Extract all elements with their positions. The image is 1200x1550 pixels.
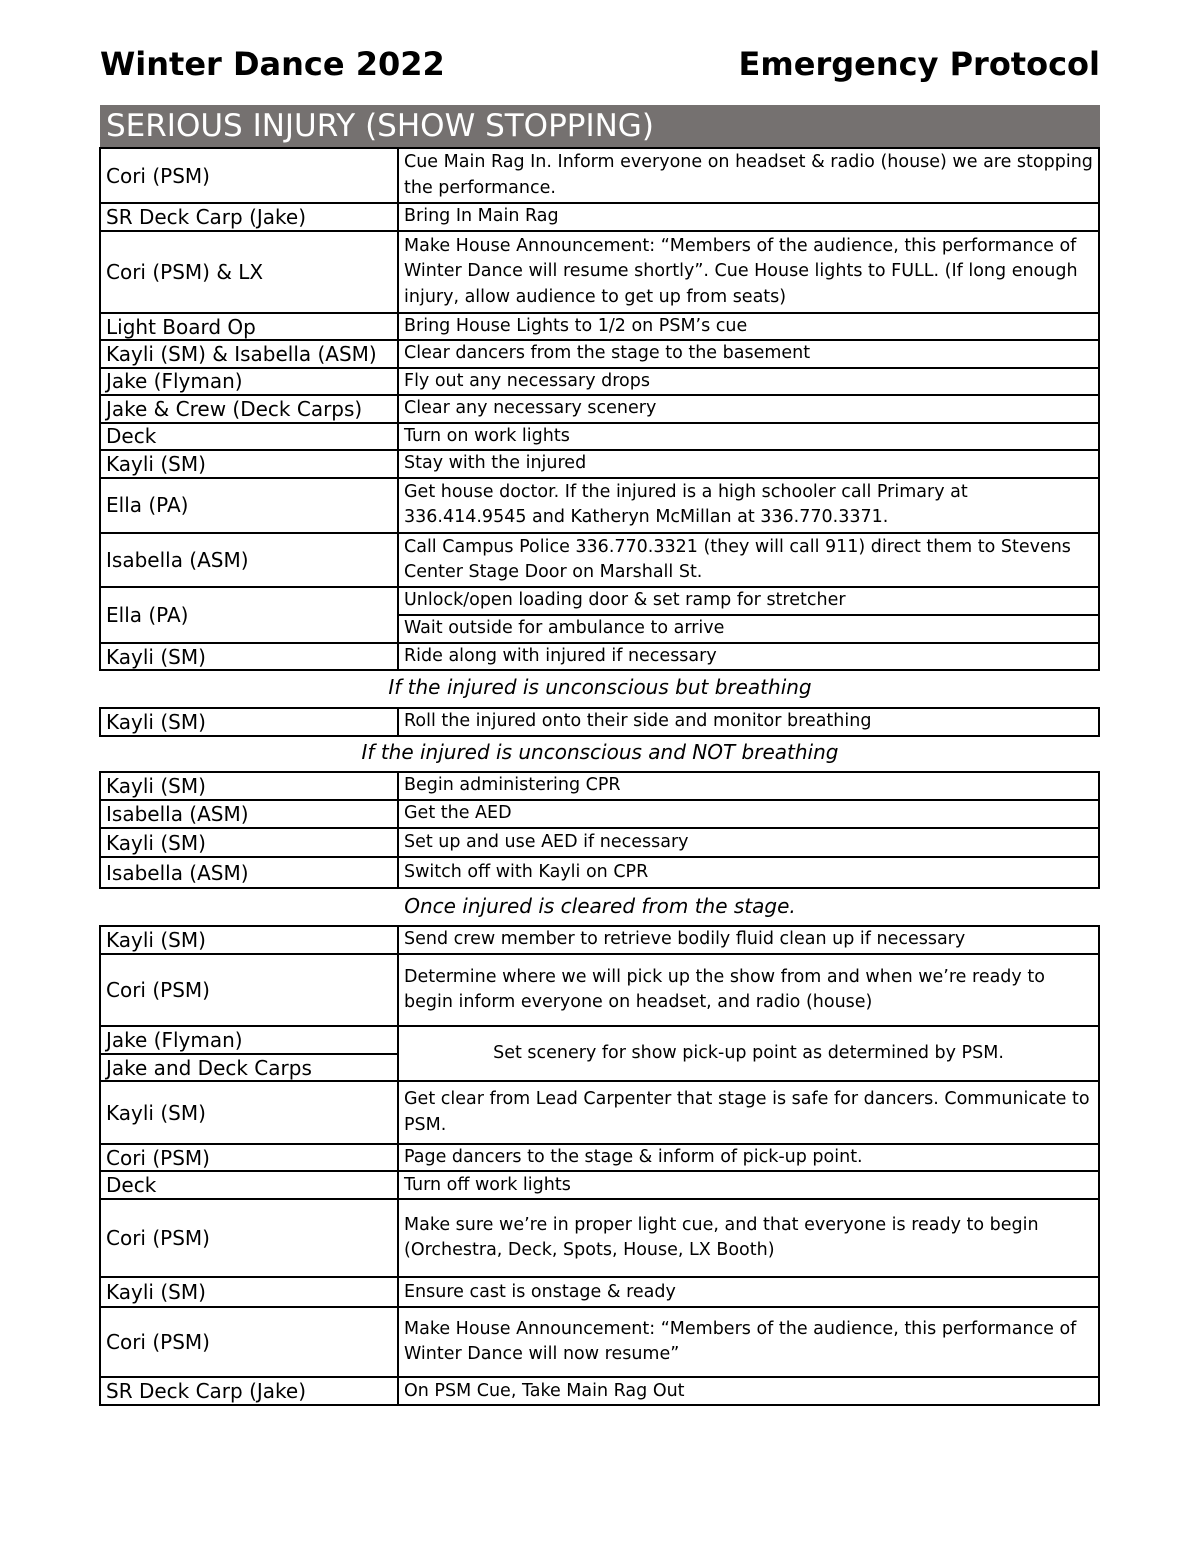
section-banner: SERIOUS INJURY (SHOW STOPPING) [100,105,1100,147]
role-cell: Deck [100,423,398,450]
table-row [100,478,1099,533]
action-cell: Call Campus Police 336.770.3321 (they will call 911) direct them to Stevens Center Stage Door on Marshall St. [398,533,1099,587]
action-cell: Page dancers to the stage & inform of pick-up point. [398,1144,1099,1171]
table-row [100,587,1099,615]
action-cell: Make House Announcement: “Members of the audience, this performance of Winter Dance will resume shortly”. Cue House lights to FULL. (If long enough injury, allow audience to get up from seats) [398,231,1099,313]
action-cell: Clear any necessary scenery [398,395,1099,422]
page-header [100,40,1100,88]
action-cell: Wait outside for ambulance to arrive [398,615,1099,643]
protocol-table-resume [99,925,1100,1406]
action-cell: On PSM Cue, Take Main Rag Out [398,1377,1099,1405]
role-cell: SR Deck Carp (Jake) [100,1377,398,1405]
role-cell: Kayli (SM) [100,450,398,478]
table-row [100,340,1099,367]
table-row [100,1199,1099,1277]
role-cell: Kayli (SM) [100,926,398,954]
action-cell: Unlock/open loading door & set ramp for stretcher [398,587,1099,615]
action-cell: Turn on work lights [398,423,1099,450]
role-cell: Kayli (SM) [100,828,398,857]
role-cell: Cori (PSM) [100,1307,398,1377]
table-row [100,423,1099,450]
table-row [100,1081,1099,1144]
table-row [100,231,1099,313]
role-cell: Jake & Crew (Deck Carps) [100,395,398,422]
action-cell: Turn off work lights [398,1171,1099,1199]
role-cell: Cori (PSM) [100,1199,398,1277]
role-cell: Ella (PA) [100,587,398,643]
table-row [100,772,1099,800]
action-cell: Bring In Main Rag [398,203,1099,231]
table-row [100,954,1099,1026]
action-cell: Set up and use AED if necessary [398,828,1099,857]
document-subtitle: Emergency Protocol [738,45,1100,83]
role-cell: Light Board Op [100,313,398,340]
table-row [100,643,1099,670]
action-cell: Begin administering CPR [398,772,1099,800]
action-cell: Make sure we’re in proper light cue, and that everyone is ready to begin (Orchestra, Deck, Spots, House, LX Booth) [398,1199,1099,1277]
table-row [100,857,1099,888]
protocol-table-cpr [99,771,1100,889]
action-cell: Fly out any necessary drops [398,368,1099,395]
role-cell: Isabella (ASM) [100,800,398,828]
role-cell: Kayli (SM) [100,1277,398,1307]
role-cell: Deck [100,1171,398,1199]
role-cell: Jake (Flyman) [100,1026,398,1054]
action-cell: Cue Main Rag In. Inform everyone on headset & radio (house) we are stopping the performance. [398,148,1099,203]
action-cell: Ride along with injured if necessary [398,643,1099,670]
condition-note: If the injured is unconscious and NOT breathing [361,740,839,764]
table-row [100,450,1099,478]
action-cell: Stay with the injured [398,450,1099,478]
role-cell: Cori (PSM) [100,1144,398,1171]
action-cell: Roll the injured onto their side and monitor breathing [398,708,1099,736]
table-row [100,800,1099,828]
action-cell: Determine where we will pick up the show from and when we’re ready to begin inform everyone on headset, and radio (house) [398,954,1099,1026]
action-cell: Make House Announcement: “Members of the audience, this performance of Winter Dance will now resume” [398,1307,1099,1377]
role-cell: Isabella (ASM) [100,857,398,888]
table-row [100,1026,1099,1054]
table-row [100,1171,1099,1199]
table-row [100,1307,1099,1377]
table-row [100,1144,1099,1171]
table-row [100,203,1099,231]
condition-note: Once injured is cleared from the stage. [404,894,796,918]
table-row [100,368,1099,395]
protocol-table-main [99,147,1100,671]
protocol-table-unconscious-breathing [99,707,1100,737]
role-cell: Kayli (SM) [100,1081,398,1144]
role-cell: Jake and Deck Carps [100,1054,398,1081]
action-cell: Send crew member to retrieve bodily fluid clean up if necessary [398,926,1099,954]
table-row [100,708,1099,736]
table-row [100,533,1099,587]
role-cell: Cori (PSM) [100,148,398,203]
role-cell: SR Deck Carp (Jake) [100,203,398,231]
role-cell: Cori (PSM) & LX [100,231,398,313]
role-cell: Cori (PSM) [100,954,398,1026]
role-cell: Kayli (SM) [100,643,398,670]
role-cell: Isabella (ASM) [100,533,398,587]
table-row [100,148,1099,203]
table-row [100,395,1099,422]
action-cell: Clear dancers from the stage to the basement [398,340,1099,367]
action-cell: Get the AED [398,800,1099,828]
action-cell: Get clear from Lead Carpenter that stage is safe for dancers. Communicate to PSM. [398,1081,1099,1144]
role-cell: Kayli (SM) [100,772,398,800]
role-cell: Jake (Flyman) [100,368,398,395]
table-row [100,828,1099,857]
role-cell: Ella (PA) [100,478,398,533]
action-cell: Bring House Lights to 1/2 on PSM’s cue [398,313,1099,340]
table-row [100,313,1099,340]
action-cell: Switch off with Kayli on CPR [398,857,1099,888]
table-row [100,926,1099,954]
document-title: Winter Dance 2022 [100,45,445,83]
action-cell: Set scenery for show pick-up point as determined by PSM. [398,1026,1099,1081]
action-cell: Ensure cast is onstage & ready [398,1277,1099,1307]
table-row [100,1277,1099,1307]
role-cell: Kayli (SM) [100,708,398,736]
action-cell: Get house doctor. If the injured is a high schooler call Primary at 336.414.9545 and Katheryn McMillan at 336.770.3371. [398,478,1099,533]
table-row [100,1377,1099,1405]
role-cell: Kayli (SM) & Isabella (ASM) [100,340,398,367]
condition-note: If the injured is unconscious but breathing [388,675,812,699]
